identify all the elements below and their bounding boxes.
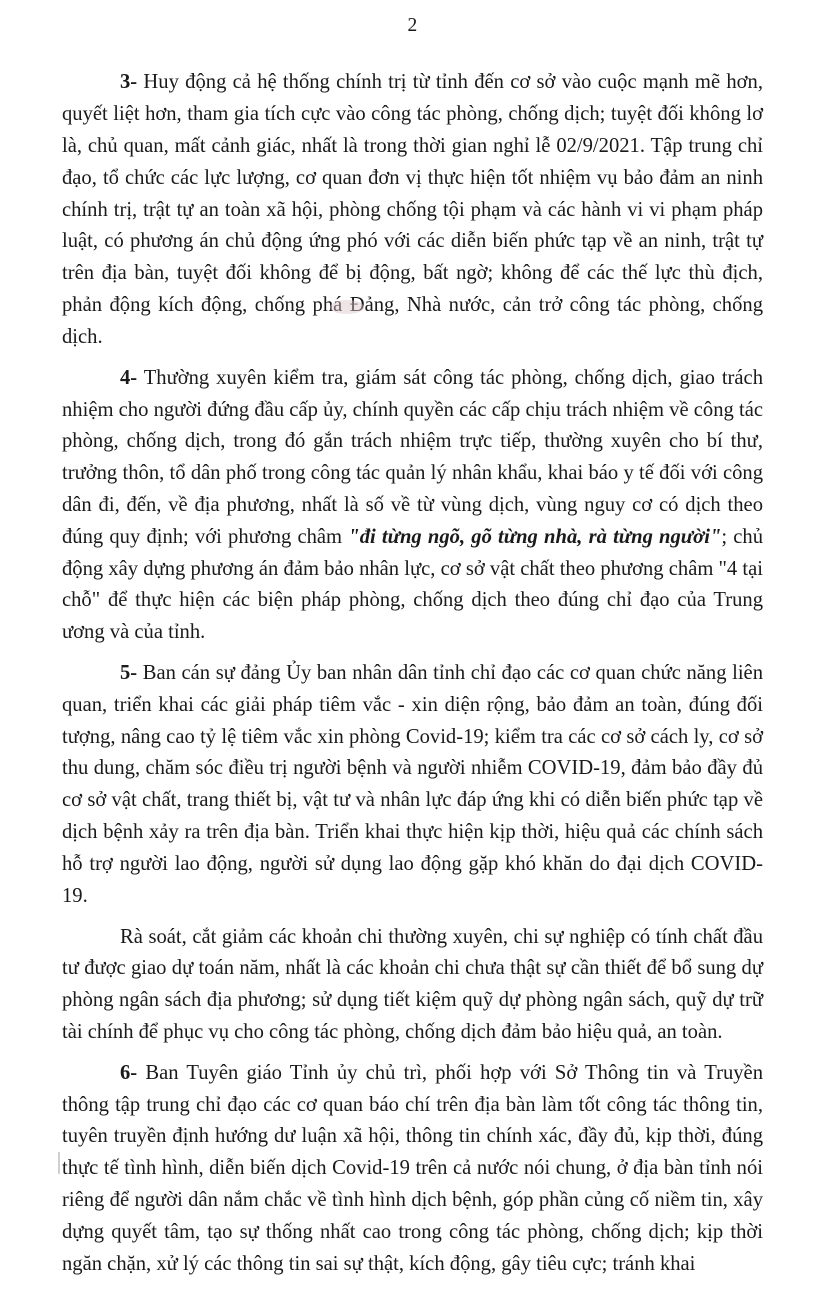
paragraph-emphasis-4: "đi từng ngõ, gõ từng nhà, rà từng người": [348, 525, 722, 548]
paragraph-item-4: [62, 363, 763, 649]
paragraph-text-ra-soat: Rà soát, cắt giảm các khoản chi thường xuyên, chi sự nghiệp có tính chất đầu tư được giao dự toán năm, nhất là các khoản chi chưa thật sự cần thiết để bổ sung dự phòng ngân sách địa phương; sử dụng tiết kiệm quỹ dự phòng ngân sách, quỹ dự trữ tài chính để phục vụ cho công tác phòng, chống dịch đảm bảo hiệu quả, an toàn.: [62, 925, 763, 1043]
paragraph-item-3: [62, 67, 763, 353]
paragraph-item-5: [62, 658, 763, 913]
paragraph-text-5: Ban cán sự đảng Ủy ban nhân dân tỉnh chỉ đạo các cơ quan chức năng liên quan, triển khai các giải pháp tiêm vắc - xin diện rộng, bảo đảm an toàn, đúng đối tượng, nâng cao tỷ lệ tiêm vắc xin phòng Covid-19; kiểm tra các cơ sở cách ly, cơ sở thu dung, chăm sóc điều trị người bệnh và người nhiễm COVID-19, đảm bảo đầy đủ cơ sở vật chất, trang thiết bị, vật tư và nhân lực đáp ứng khi có diễn biến phức tạp về dịch bệnh xảy ra trên địa bàn. Triển khai thực hiện kịp thời, hiệu quả các chính sách hỗ trợ người lao động, người sử dụng lao động gặp khó khăn do đại dịch COVID-19.: [62, 662, 763, 907]
paragraph-lead-4: 4-: [120, 366, 138, 389]
paragraph-lead-6: 6-: [120, 1061, 138, 1084]
paragraph-ra-soat: [62, 922, 763, 1049]
page-number: 2: [407, 15, 418, 36]
paragraph-text-3: Huy động cả hệ thống chính trị từ tỉnh đến cơ sở vào cuộc mạnh mẽ hơn, quyết liệt hơn, tham gia tích cực vào công tác phòng, chống dịch; tuyệt đối không lơ là, chủ quan, mất cảnh giác, nhất là trong thời gian nghỉ lễ 02/9/2021. Tập trung chỉ đạo, tổ chức các lực lượng, cơ quan đơn vị thực hiện tốt nhiệm vụ bảo đảm an ninh chính trị, trật tự an toàn xã hội, phòng chống tội phạm và các hành vi vi phạm pháp luật, có phương án chủ động ứng phó với các diễn biến phức tạp về an ninh, trật tự trên địa bàn, tuyệt đối không để bị động, bất ngờ; không để các thế lực thù địch, phản động kích động, chống phá Đảng, Nhà nước, cản trở công tác phòng, chống dịch.: [62, 71, 763, 348]
scan-edge-mark: [58, 1152, 60, 1174]
paragraph-item-6: [62, 1058, 763, 1281]
paragraph-lead-5: 5-: [120, 662, 138, 685]
paragraph-lead-3: 3-: [120, 71, 138, 94]
paragraph-text-6: Ban Tuyên giáo Tỉnh ủy chủ trì, phối hợp với Sở Thông tin và Truyền thông tập trung chỉ đạo các cơ quan báo chí trên địa bàn làm tốt công tác thông tin, tuyên truyền định hướng dư luận xã hội, thông tin chính xác, đầy đủ, kịp thời, đúng thực tế tình hình, diễn biến dịch Covid-19 trên cả nước nói chung, ở địa bàn tỉnh nói riêng để người dân nắm chắc về tình hình dịch bệnh, góp phần củng cố niềm tin, xây dựng quyết tâm, tạo sự thống nhất cao trong công tác phòng, chống dịch; kịp thời ngăn chặn, xử lý các thông tin sai sự thật, kích động, gây tiêu cực; tránh khai: [62, 1061, 763, 1275]
paragraph-text-after-4: ; chủ động xây dựng phương án đảm bảo nhân lực, cơ sở vật chất theo phương châm "4 tại chỗ" để thực hiện các biện pháp phòng, chống dịch theo đúng chỉ đạo của Trung ương và của tỉnh.: [62, 525, 763, 644]
document-body: [62, 67, 763, 1280]
paragraph-text-4: Thường xuyên kiểm tra, giám sát công tác phòng, chống dịch, giao trách nhiệm cho người đứng đầu cấp ủy, chính quyền các cấp chịu trách nhiệm về công tác phòng, chống dịch, trong đó gắn trách nhiệm trực tiếp, thường xuyên cho bí thư, trưởng thôn, tổ dân phố trong công tác quản lý nhân khẩu, khai báo y tế đối với công dân đi, đến, về địa phương, nhất là số về từ vùng dịch, vùng nguy cơ có dịch theo đúng quy định; với phương châm: [62, 366, 763, 548]
